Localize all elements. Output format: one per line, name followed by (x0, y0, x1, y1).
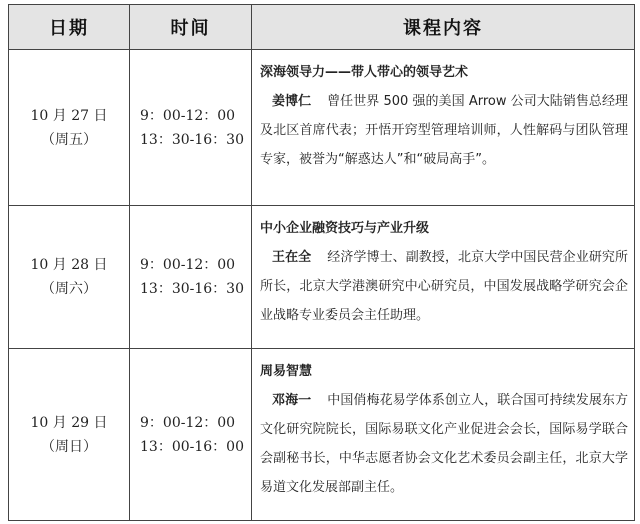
speaker-line (260, 386, 628, 502)
header-content: 课程内容 (252, 5, 635, 50)
content-cell (252, 349, 635, 521)
table-row (9, 349, 635, 521)
table-row (9, 50, 635, 206)
course-title: 中小企业融资技巧与产业升级 (260, 221, 430, 236)
header-time: 时间 (130, 5, 252, 50)
speaker-name: 邓海一 (272, 393, 312, 408)
time-afternoon: 13：00-16：00 (140, 438, 244, 455)
speaker-line (260, 243, 628, 330)
time-cell (130, 206, 252, 349)
time-morning: 9：00-12：00 (140, 257, 236, 273)
table-row (9, 206, 635, 349)
time-morning: 9：00-12：00 (140, 107, 236, 124)
time-cell (130, 50, 252, 206)
time-morning: 9：00-12：00 (140, 414, 236, 431)
time-cell (130, 349, 252, 521)
speaker-bio: 中国俏梅花易学体系创立人，联合国可持续发展东方文化研究院院长，国际易联文化产业促进会会长，国际易学联合会副秘书长，中华志愿者协会文化艺术委员会副主任，北京大学易道文化发展部副主任。 (260, 393, 628, 495)
speaker-name: 姜博仁 (272, 94, 312, 109)
speaker-bio: 曾任世界 500 强的美国 Arrow 公司大陆销售总经理及北区首席代表；开悟开窍型管理培训师，人性解码与团队管理专家，被誉为“解惑达人”和“破局高手”。 (260, 94, 628, 167)
date-text: 10 月 28 日 (30, 257, 108, 273)
weekday-text: （周日） (41, 438, 97, 455)
time-afternoon: 13：30-16：30 (140, 131, 244, 148)
date-cell (9, 50, 130, 206)
time-afternoon: 13：30-16：30 (140, 281, 244, 297)
date-cell (9, 206, 130, 349)
header-date: 日期 (9, 5, 130, 50)
content-cell (252, 206, 635, 349)
course-title: 周易智慧 (260, 364, 313, 379)
weekday-text: （周六） (41, 281, 97, 297)
weekday-text: （周五） (41, 131, 97, 148)
speaker-name: 王在全 (272, 250, 312, 265)
date-text: 10 月 29 日 (30, 414, 108, 431)
course-title: 深海领导力——带人带心的领导艺术 (260, 65, 469, 80)
header-row (9, 5, 635, 50)
date-text: 10 月 27 日 (30, 107, 108, 124)
course-schedule-table (8, 4, 635, 521)
date-cell (9, 349, 130, 521)
speaker-line (260, 87, 628, 174)
content-cell (252, 50, 635, 206)
speaker-bio: 经济学博士、副教授，北京大学中国民营企业研究所所长，北京大学港澳研究中心研究员，中国发展战略学研究会企业战略专业委员会主任助理。 (260, 250, 628, 323)
